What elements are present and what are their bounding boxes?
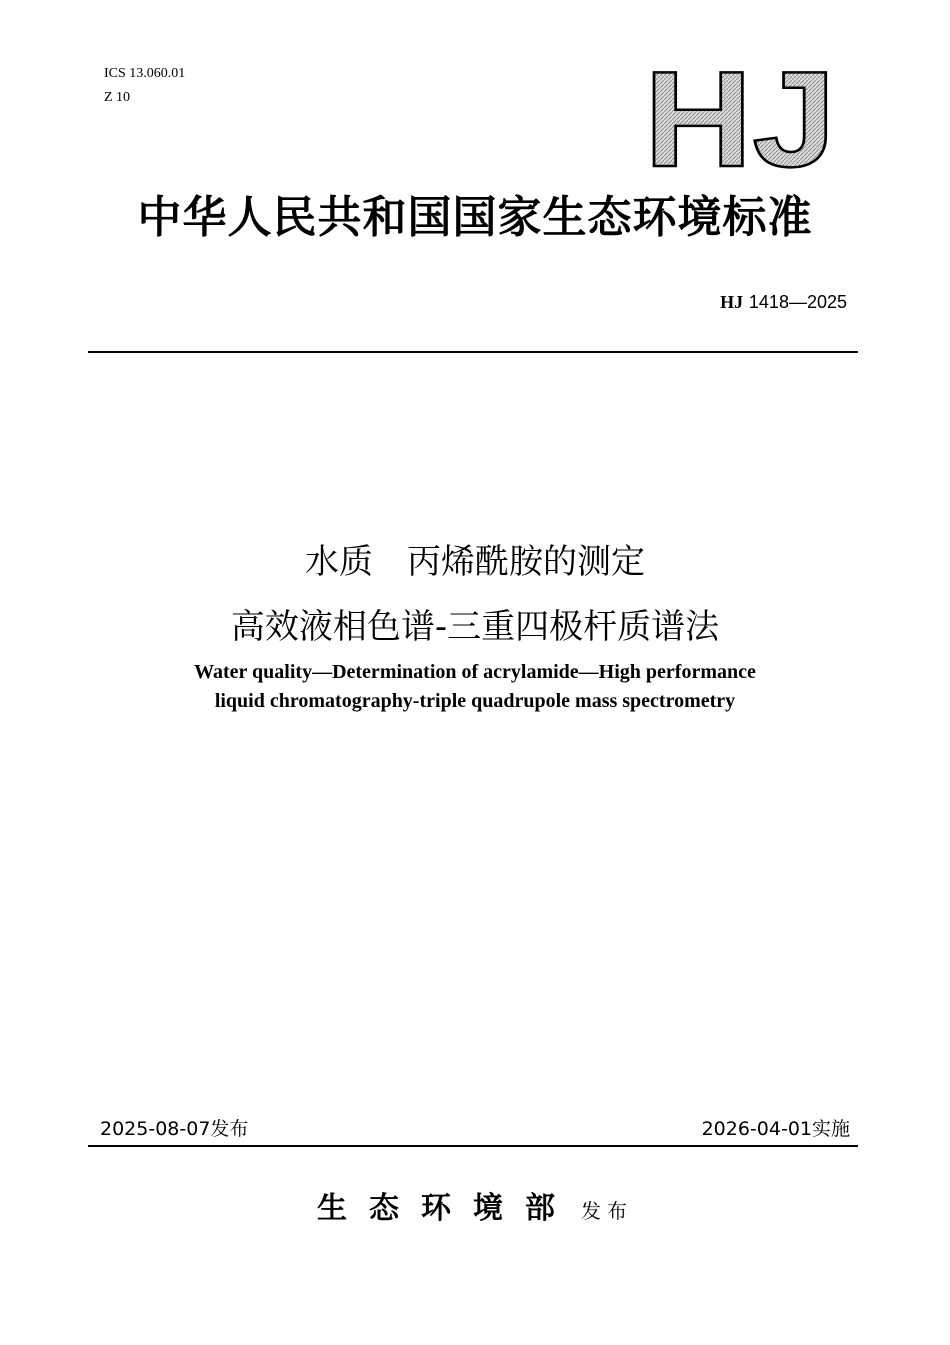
bottom-divider (88, 1145, 858, 1147)
standard-number (720, 290, 847, 315)
issue-date: 2025-08-07发布 (100, 1118, 249, 1140)
top-divider (88, 351, 858, 353)
title-en-line1: Water quality—Determination of acrylamide—High performance (194, 661, 756, 683)
standard-number-value: 1418—2025 (748, 292, 847, 312)
title-cn-line1: 水质 丙烯酰胺的测定 (305, 542, 645, 582)
hj-logo-text: HJ (644, 68, 836, 172)
standard-number-prefix: HJ (720, 292, 744, 312)
ics-code: ICS 13.060.01 (104, 66, 186, 81)
publisher-action: 发布 (581, 1199, 633, 1223)
publisher (0, 1187, 950, 1233)
standard-title: 中华人民共和国国家生态环境标准 (137, 192, 813, 243)
title-cn-line2: 高效液相色谱-三重四极杆质谱法 (230, 607, 720, 647)
implementation-date: 2026-04-01实施 (701, 1118, 850, 1140)
title-en-line2: liquid chromatography-triple quadrupole mass spectrometry (214, 690, 736, 712)
classification-code: Z 10 (104, 90, 131, 105)
hj-logo (640, 68, 840, 172)
publisher-org: 生态环境部 (317, 1191, 577, 1226)
